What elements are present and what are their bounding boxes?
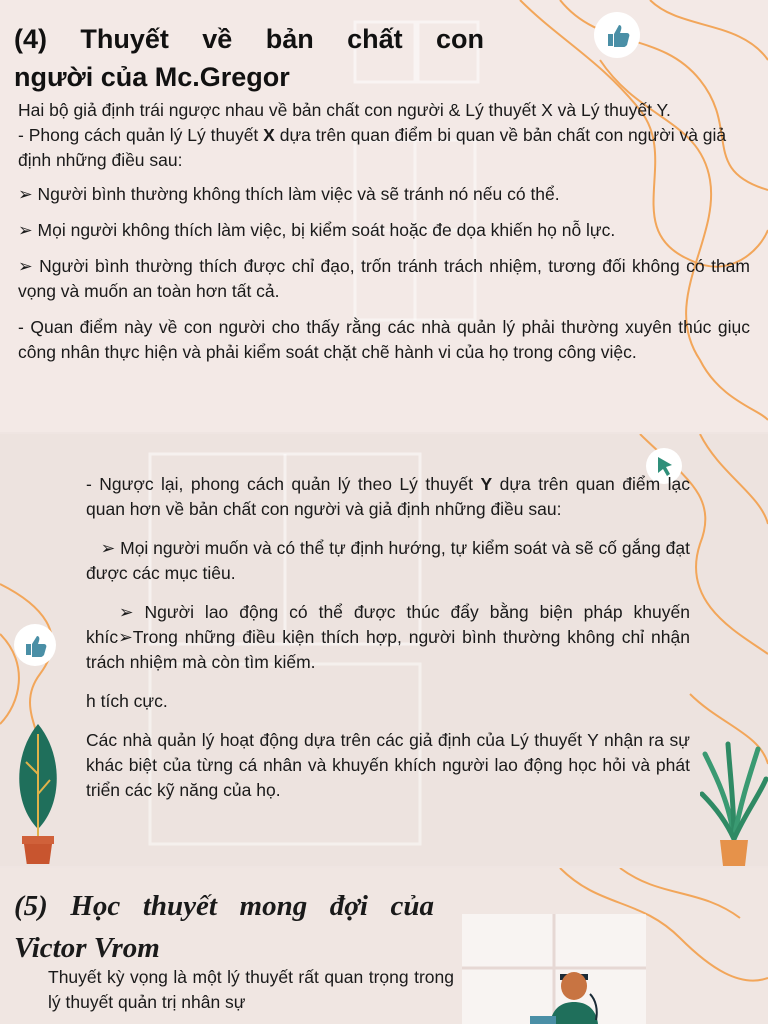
bullet-text: Mọi người không thích làm việc, bị kiểm soát hoặc đe dọa khiến họ nỗ lực.	[32, 220, 616, 240]
bullet-marker: ➢	[18, 220, 33, 240]
theory-y-letter: Y	[480, 474, 493, 494]
x-style-paragraph	[18, 123, 750, 173]
person-illustration	[530, 964, 630, 1024]
y-style-suffix: dựa trên quan điểm lạc quan hơn về bản chất con người và giả định những điều sau:	[86, 474, 690, 519]
thumbs-up-icon	[594, 12, 640, 58]
bullet-text: Người bình thường không thích làm việc và sẽ tránh nó nếu có thể.	[32, 184, 560, 204]
thumbs-up-icon	[14, 624, 56, 666]
bullet-1	[18, 182, 750, 207]
intro-paragraph: Hai bộ giả định trái ngược nhau về bản chất con người & Lý thuyết X và Lý thuyết Y.	[18, 100, 671, 120]
y-bullet-2: ➢ Người lao động có thể được thúc đẩy bằng biện pháp khuyến khíc➢Trong những điều kiện thích hợp, người bình thường không chỉ nhận trách nhiệm mà còn tìm kiếm.	[86, 602, 695, 672]
slide-theory-xy-part2	[0, 434, 768, 866]
x-style-prefix: - Phong cách quản lý Lý thuyết	[18, 125, 264, 145]
bullet-marker: ➢	[18, 184, 33, 204]
bullet-text: Người bình thường thích được chỉ đạo, trốn tránh trách nhiệm, tương đối không có tham vọng và muốn an toàn hơn tất cả.	[18, 256, 750, 301]
section4b-body	[86, 472, 695, 803]
section4-title-line1: (4) Thuyết về bản chất con	[14, 24, 484, 54]
fragment-text: h tích cực.	[86, 691, 168, 711]
y-style-prefix: - Ngược lại, phong cách quản lý theo Lý thuyết	[86, 474, 481, 494]
y-style-paragraph	[86, 472, 690, 522]
section5-title-line2: Victor Vrom	[14, 932, 160, 964]
plant-icon	[700, 734, 768, 866]
section5-title-line1: (5) Học thuyết mong đợi của	[14, 890, 434, 922]
section4-body	[18, 98, 750, 365]
x-style-suffix: dựa trên quan điểm bi quan về bản chất con người và giả định những điều sau:	[18, 125, 727, 170]
plant-icon	[8, 714, 68, 864]
section4-title-line2: người của Mc.Gregor	[14, 62, 290, 92]
slide-vroom-expectancy	[0, 868, 768, 1024]
conclusion-paragraph: - Quan điểm này về con người cho thấy rằng các nhà quản lý phải thường xuyên thúc giục công nhân thực hiện và phải kiểm soát chặt chẽ hành vi của họ trong công việc.	[18, 317, 750, 362]
vroom-paragraph: Thuyết kỳ vọng là một lý thuyết rất quan trọng trong lý thuyết quản trị nhân sự	[48, 967, 454, 1012]
section5-body	[48, 965, 454, 1015]
slide-theory-xy-part1	[0, 0, 768, 432]
bullet-3	[18, 254, 750, 304]
y-bullet-1: ➢ Mọi người muốn và có thể tự định hướng, tự kiểm soát và sẽ cố gắng đạt được các mục tiêu.	[86, 538, 695, 583]
bullet-marker: ➢	[18, 256, 33, 276]
theory-x-letter: X	[263, 125, 275, 145]
bullet-2	[18, 218, 750, 243]
closing-paragraph: Các nhà quản lý hoạt động dựa trên các giả định của Lý thuyết Y nhận ra sự khác biệt của từng cá nhân và khuyến khích người lao động học hỏi và phát triển các kỹ năng của họ.	[86, 730, 690, 800]
